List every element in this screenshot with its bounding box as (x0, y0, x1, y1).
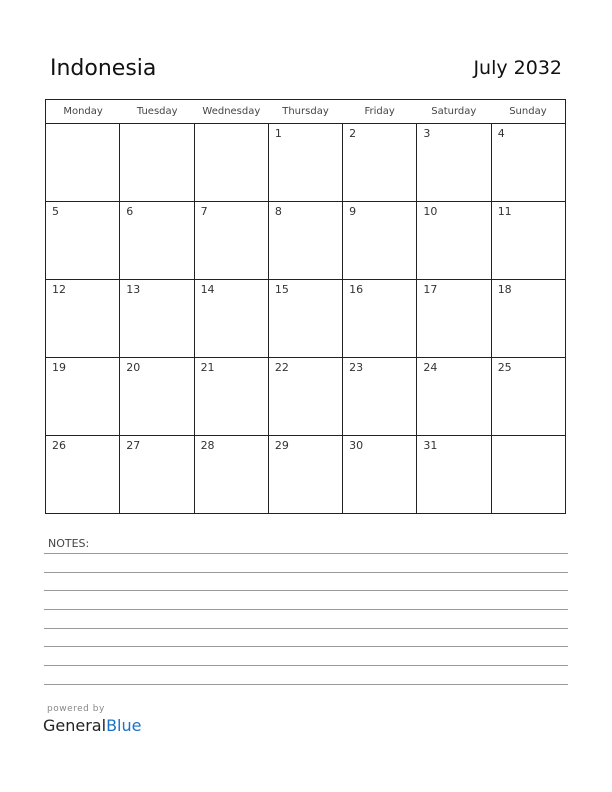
day-cell (417, 358, 491, 435)
day-cell (343, 124, 417, 201)
day-cell (417, 436, 491, 513)
day-number: 16 (349, 283, 364, 296)
day-cell (195, 280, 269, 357)
day-cell (120, 124, 194, 201)
day-cell (120, 358, 194, 435)
day-number: 31 (423, 439, 438, 452)
week-row-4 (46, 358, 566, 436)
day-number: 24 (423, 361, 438, 374)
day-cell (492, 202, 566, 279)
day-cell (417, 124, 491, 201)
day-cell (269, 358, 343, 435)
page-title: Indonesia (50, 56, 157, 81)
day-cell (492, 436, 566, 513)
note-line (44, 665, 568, 666)
week-row-5 (46, 436, 566, 514)
day-cell (195, 124, 269, 201)
day-number: 5 (52, 205, 59, 218)
day-cell (120, 436, 194, 513)
note-line (44, 553, 568, 554)
day-number: 30 (349, 439, 364, 452)
note-line (44, 590, 568, 591)
day-cell (46, 202, 120, 279)
day-number: 27 (126, 439, 141, 452)
note-line (44, 684, 568, 685)
day-number: 9 (349, 205, 357, 218)
week-row-3 (46, 280, 566, 358)
day-cell (417, 202, 491, 279)
day-cell (195, 358, 269, 435)
day-cell (120, 202, 194, 279)
weekday-sunday: Sunday (491, 100, 566, 123)
day-cell (46, 358, 120, 435)
day-number: 12 (52, 283, 66, 296)
day-number: 2 (349, 127, 357, 140)
weekday-wednesday: Wednesday (202, 106, 261, 117)
day-cell (492, 124, 566, 201)
day-number: 18 (497, 283, 512, 296)
day-cell (269, 436, 343, 513)
day-number: 11 (497, 205, 512, 218)
calendar-grid (45, 99, 566, 514)
day-cell (46, 436, 120, 513)
day-cell (492, 280, 566, 357)
day-number: 23 (349, 361, 364, 374)
day-number: 26 (52, 439, 66, 452)
generalblue-logo[interactable] (43, 716, 141, 735)
day-cell (343, 202, 417, 279)
weekday-thursday: Thursday (282, 106, 329, 117)
week-row-2 (46, 202, 566, 280)
day-cell (269, 280, 343, 357)
weekday-tuesday: Tuesday (136, 106, 178, 117)
day-number: 6 (126, 205, 134, 218)
weekday-header-row (46, 100, 566, 124)
day-cell (343, 358, 417, 435)
notes-label: NOTES: (48, 537, 90, 550)
day-number: 29 (274, 439, 289, 452)
day-cell (269, 202, 343, 279)
note-line (44, 572, 568, 573)
powered-by-text: powered by (47, 704, 105, 714)
note-line (44, 628, 568, 629)
day-number: 3 (423, 127, 431, 140)
week-row-1 (46, 124, 566, 202)
weekday-monday: Monday (63, 106, 103, 117)
day-cell (120, 280, 194, 357)
weekday-saturday: Saturday (431, 106, 477, 117)
day-number: 19 (52, 361, 66, 374)
day-number: 4 (497, 127, 505, 140)
brand-general: General (43, 716, 107, 735)
day-cell (46, 124, 120, 201)
day-cell (195, 202, 269, 279)
day-number: 1 (274, 127, 282, 140)
month-label: July 2032 (473, 57, 562, 79)
day-cell (343, 436, 417, 513)
day-number: 8 (274, 205, 282, 218)
day-cell (492, 358, 566, 435)
day-number: 17 (423, 283, 438, 296)
day-number: 10 (423, 205, 438, 218)
note-line (44, 646, 568, 647)
day-number: 20 (126, 361, 141, 374)
day-number: 28 (200, 439, 215, 452)
day-number: 25 (497, 361, 512, 374)
day-cell (417, 280, 491, 357)
day-number: 14 (200, 283, 215, 296)
day-number: 7 (200, 205, 208, 218)
note-line (44, 609, 568, 610)
weekday-friday: Friday (364, 106, 395, 117)
day-cell (343, 280, 417, 357)
day-cell (269, 124, 343, 201)
day-number: 15 (274, 283, 289, 296)
day-cell (46, 280, 120, 357)
day-number: 13 (126, 283, 141, 296)
day-cell (195, 436, 269, 513)
brand-blue: Blue (106, 716, 142, 735)
day-number: 22 (274, 361, 289, 374)
day-number: 21 (200, 361, 215, 374)
